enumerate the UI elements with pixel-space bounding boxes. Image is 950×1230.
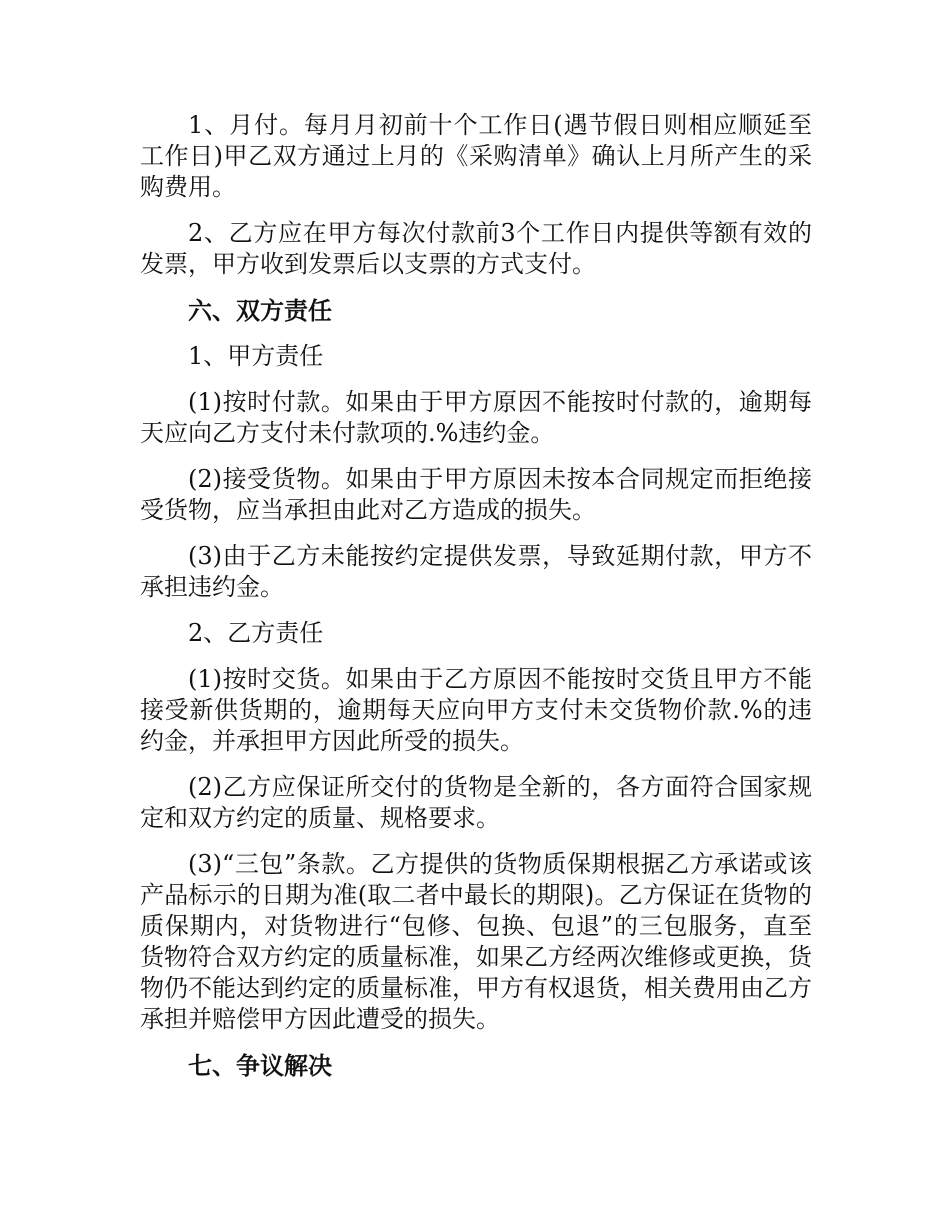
document-body — [140, 110, 812, 1096]
paragraph-party-b-warranty: (3)“三包”条款。乙方提供的货物质保期根据乙方承诺或该产品标示的日期为准(取二者中最长的期限)。乙方保证在货物的质保期内，对货物进行“包修、包换、包退”的三包服务，直至货物符合双方约定的质量标准，如果乙方经两次维修或更换，货物仍不能达到约定的质量标准，甲方有权退货，相关费用由乙方承担并赔偿甲方因此遭受的损失。 — [140, 850, 812, 1033]
paragraph-party-a-invoice: (3)由于乙方未能按约定提供发票，导致延期付款，甲方不承担违约金。 — [140, 542, 812, 601]
paragraph-invoice: 2、乙方应在甲方每次付款前3个工作日内提供等额有效的发票，甲方收到发票后以支票的方式支付。 — [140, 219, 812, 278]
paragraph-party-b-quality: (2)乙方应保证所交付的货物是全新的，各方面符合国家规定和双方约定的质量、规格要求。 — [140, 773, 812, 832]
paragraph-monthly-payment: 1、月付。每月月初前十个工作日(遇节假日则相应顺延至工作日)甲乙双方通过上月的《采购清单》确认上月所产生的采购费用。 — [140, 111, 812, 201]
paragraph-party-a-payment: (1)按时付款。如果由于甲方原因不能按时付款的，逾期每天应向乙方支付未付款项的.%违约金。 — [140, 388, 812, 447]
paragraph-party-a-accept: (2)接受货物。如果由于甲方原因未按本合同规定而拒绝接受货物，应当承担由此对乙方造成的损失。 — [140, 465, 812, 524]
section-heading-responsibilities: 六、双方责任 — [188, 296, 332, 325]
paragraph-party-b-delivery: (1)按时交货。如果由于乙方原因不能按时交货且甲方不能接受新供货期的，逾期每天应向甲方支付未交货物价款.%的违约金，并承担甲方因此所受的损失。 — [140, 665, 812, 755]
section-heading-dispute: 七、争议解决 — [188, 1051, 332, 1080]
subheading-party-b: 2、乙方责任 — [188, 619, 324, 647]
subheading-party-a: 1、甲方责任 — [188, 342, 324, 370]
